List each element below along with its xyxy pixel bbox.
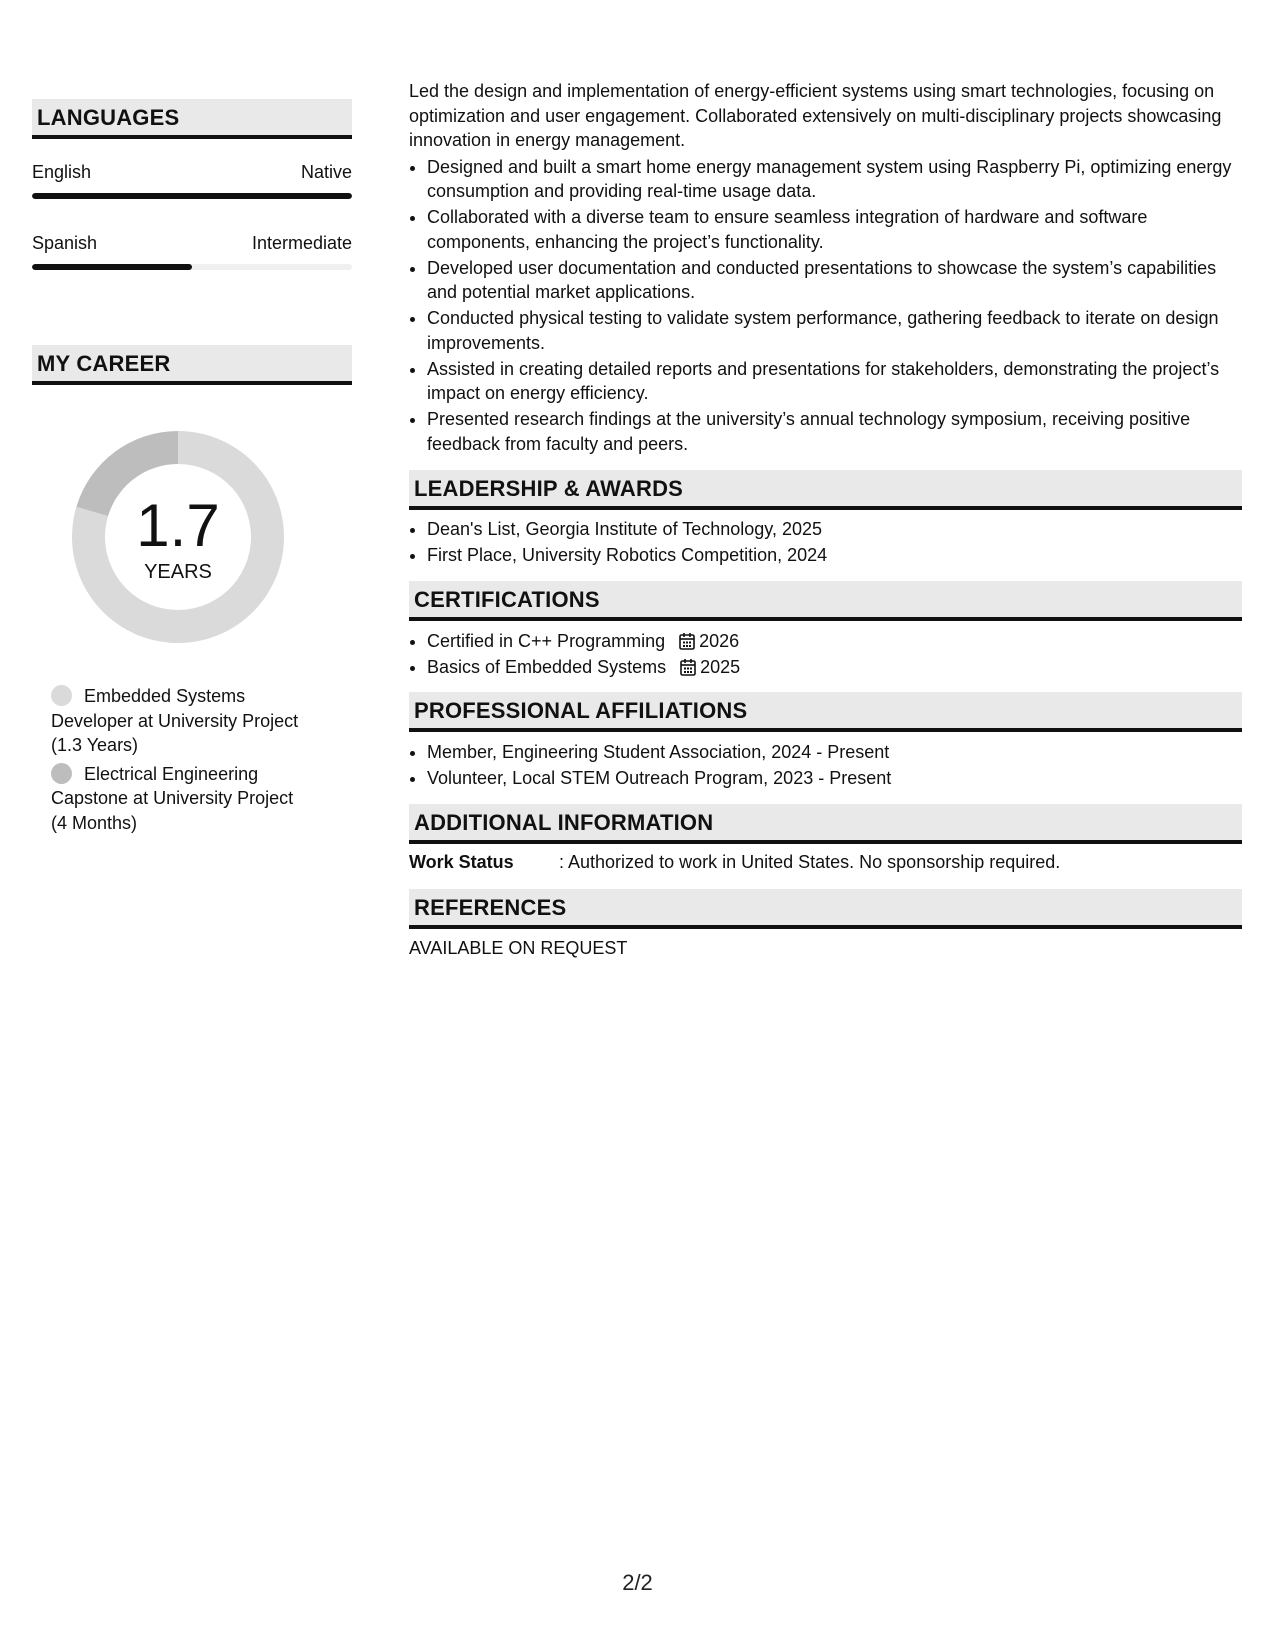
affiliation-item: • Volunteer, Local STEM Outreach Program, 2023 - Present (427, 766, 1242, 791)
language-name: Spanish (32, 233, 98, 253)
career-item-label: Electrical Engineering Capstone at University Project (4 Months) (51, 763, 294, 833)
additional-info-header: ADDITIONAL INFORMATION (409, 804, 1242, 844)
leadership-item: • Dean's List, Georgia Institute of Technology, 2025 (427, 517, 1242, 542)
affiliations-list (409, 740, 1242, 791)
language-proficiency-bar (32, 264, 352, 270)
language-item-spanish (32, 231, 352, 270)
leadership-item: • First Place, University Robotics Competition, 2024 (427, 543, 1242, 568)
experience-bullet: • Presented research findings at the university’s annual technology symposium, receiving positive feedback from faculty and peers. (427, 407, 1242, 456)
affiliations-header: PROFESSIONAL AFFILIATIONS (409, 692, 1242, 732)
language-proficiency-fill (32, 193, 352, 199)
references-header: REFERENCES (409, 889, 1242, 929)
certification-name: Certified in C++ Programming (427, 630, 666, 651)
certification-item (427, 629, 1242, 654)
experience-bullet: • Conducted physical testing to validate system performance, gathering feedback to iterate on design improvements. (427, 306, 1242, 355)
career-total-unit: YEARS (144, 561, 212, 583)
affiliation-item: • Member, Engineering Student Association, 2024 - Present (427, 740, 1242, 765)
legend-dot (51, 685, 72, 706)
experience-bullet: • Collaborated with a diverse team to ensure seamless integration of hardware and software components, enhancing the project’s functionality. (427, 205, 1242, 254)
language-level: Intermediate (251, 233, 352, 253)
career-legend-item (32, 762, 311, 836)
experience-bullet: • Designed and built a smart home energy management system using Raspberry Pi, optimizing energy consumption and providing real-time usage data. (427, 155, 1242, 204)
certification-year: 2026 (699, 630, 740, 651)
career-donut (65, 424, 291, 650)
leadership-list (409, 517, 1242, 568)
certification-year: 2025 (700, 656, 741, 677)
experience-summary: Led the design and implementation of energy-efficient systems using smart technologies, focusing on optimization and user engagement. Collaborated extensively on multi-disciplinary projects showcasing innovation in energy management. (409, 81, 1222, 150)
calendar-icon (679, 632, 695, 650)
work-status-row (409, 850, 1242, 874)
experience-bullet: • Developed user documentation and conducted presentations to showcase the system’s capabilities and potential market applications. (427, 256, 1242, 305)
language-level: Native (300, 162, 352, 182)
legend-dot (51, 763, 72, 784)
language-name: English (32, 162, 92, 182)
left-column (32, 99, 352, 835)
career-header: MY CAREER (32, 345, 352, 385)
certification-item (427, 655, 1242, 680)
leadership-header: LEADERSHIP & AWARDS (409, 470, 1242, 510)
calendar-icon (680, 658, 696, 676)
work-status-value: : Authorized to work in United States. No sponsorship required. (559, 851, 1061, 872)
certifications-list (409, 629, 1242, 680)
right-column (409, 79, 1242, 960)
references-text: AVAILABLE ON REQUEST (409, 937, 628, 958)
career-legend (32, 684, 352, 835)
language-proficiency-fill (32, 264, 192, 270)
career-legend-item (32, 684, 311, 758)
work-status-label: Work Status (409, 851, 514, 872)
career-item-label: Embedded Systems Developer at University Project (1.3 Years) (51, 686, 299, 755)
career-total-value: 1.7 (136, 492, 220, 559)
certification-name: Basics of Embedded Systems (427, 656, 667, 677)
page-number: 2/2 (622, 1570, 653, 1595)
experience-bullets (409, 155, 1242, 457)
languages-header: LANGUAGES (32, 99, 352, 139)
experience-bullet: • Assisted in creating detailed reports and presentations for stakeholders, demonstrating the project’s impact on energy efficiency. (427, 357, 1242, 406)
certifications-header: CERTIFICATIONS (409, 581, 1242, 621)
language-item-english (32, 160, 352, 199)
language-proficiency-bar (32, 193, 352, 199)
